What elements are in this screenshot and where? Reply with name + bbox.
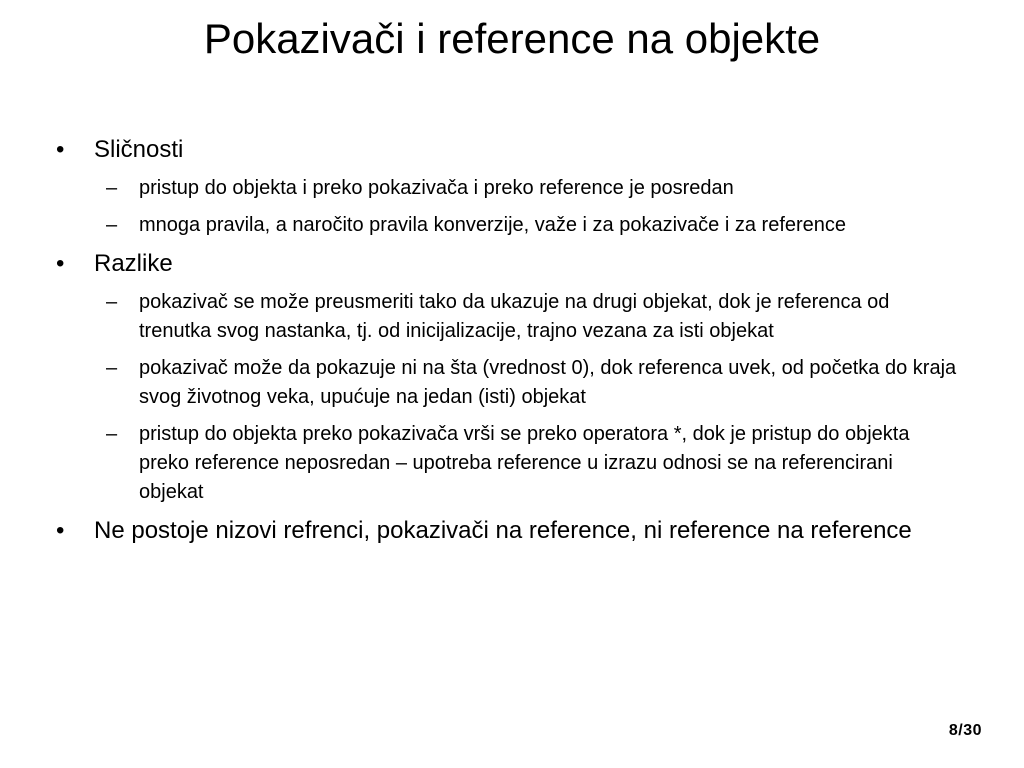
sub-bullet-text: pristup do objekta i preko pokazivača i preko reference je posredan (139, 177, 734, 199)
dash-icon: – (106, 291, 118, 313)
sub-bullet-item (0, 354, 1000, 412)
bullet-item-differences (0, 248, 1000, 280)
dash-icon: – (106, 214, 118, 236)
bullet-text: Sličnosti (94, 136, 184, 163)
bullet-item-similarities (0, 134, 1000, 166)
sub-bullet-item (0, 420, 1000, 507)
dash-icon: – (106, 423, 118, 445)
slide-title: Pokazivači i reference na objekte (203, 15, 821, 62)
bullet-text: Ne postoje nizovi refrenci, pokazivači na reference, ni reference na reference (94, 517, 912, 544)
sub-bullet-item (0, 288, 1000, 346)
sublist-similarities (0, 174, 1000, 240)
bullet-icon: • (56, 517, 65, 544)
bullet-icon: • (56, 250, 65, 277)
sublist-differences (0, 288, 1000, 507)
sub-bullet-text: pristup do objekta preko pokazivača vrši se preko operatora *, dok je pristup do objekta preko reference neposredan – upotreba reference u izrazu odnosi se na referencirani objekat (139, 423, 910, 503)
sub-bullet-text: mnoga pravila, a naročito pravila konverzije, važe i za pokazivače i za reference (139, 214, 847, 236)
bullet-text: Razlike (94, 250, 173, 277)
bullet-icon: • (56, 136, 65, 163)
bullet-item-no-arrays (0, 515, 1000, 547)
slide-content (0, 134, 1000, 555)
page-number: 8/30 (948, 722, 982, 739)
dash-icon: – (106, 357, 118, 379)
sub-bullet-item (0, 174, 1000, 203)
dash-icon: – (106, 177, 118, 199)
sub-bullet-text: pokazivač može da pokazuje ni na šta (vrednost 0), dok referenca uvek, od početka do kraja svog životnog veka, upućuje na jedan (isti) objekat (139, 357, 957, 408)
sub-bullet-text: pokazivač se može preusmeriti tako da ukazuje na drugi objekat, dok je referenca od trenutka svog nastanka, tj. od inicijalizacije, trajno vezana za isti objekat (139, 291, 890, 342)
sub-bullet-item (0, 211, 1000, 240)
